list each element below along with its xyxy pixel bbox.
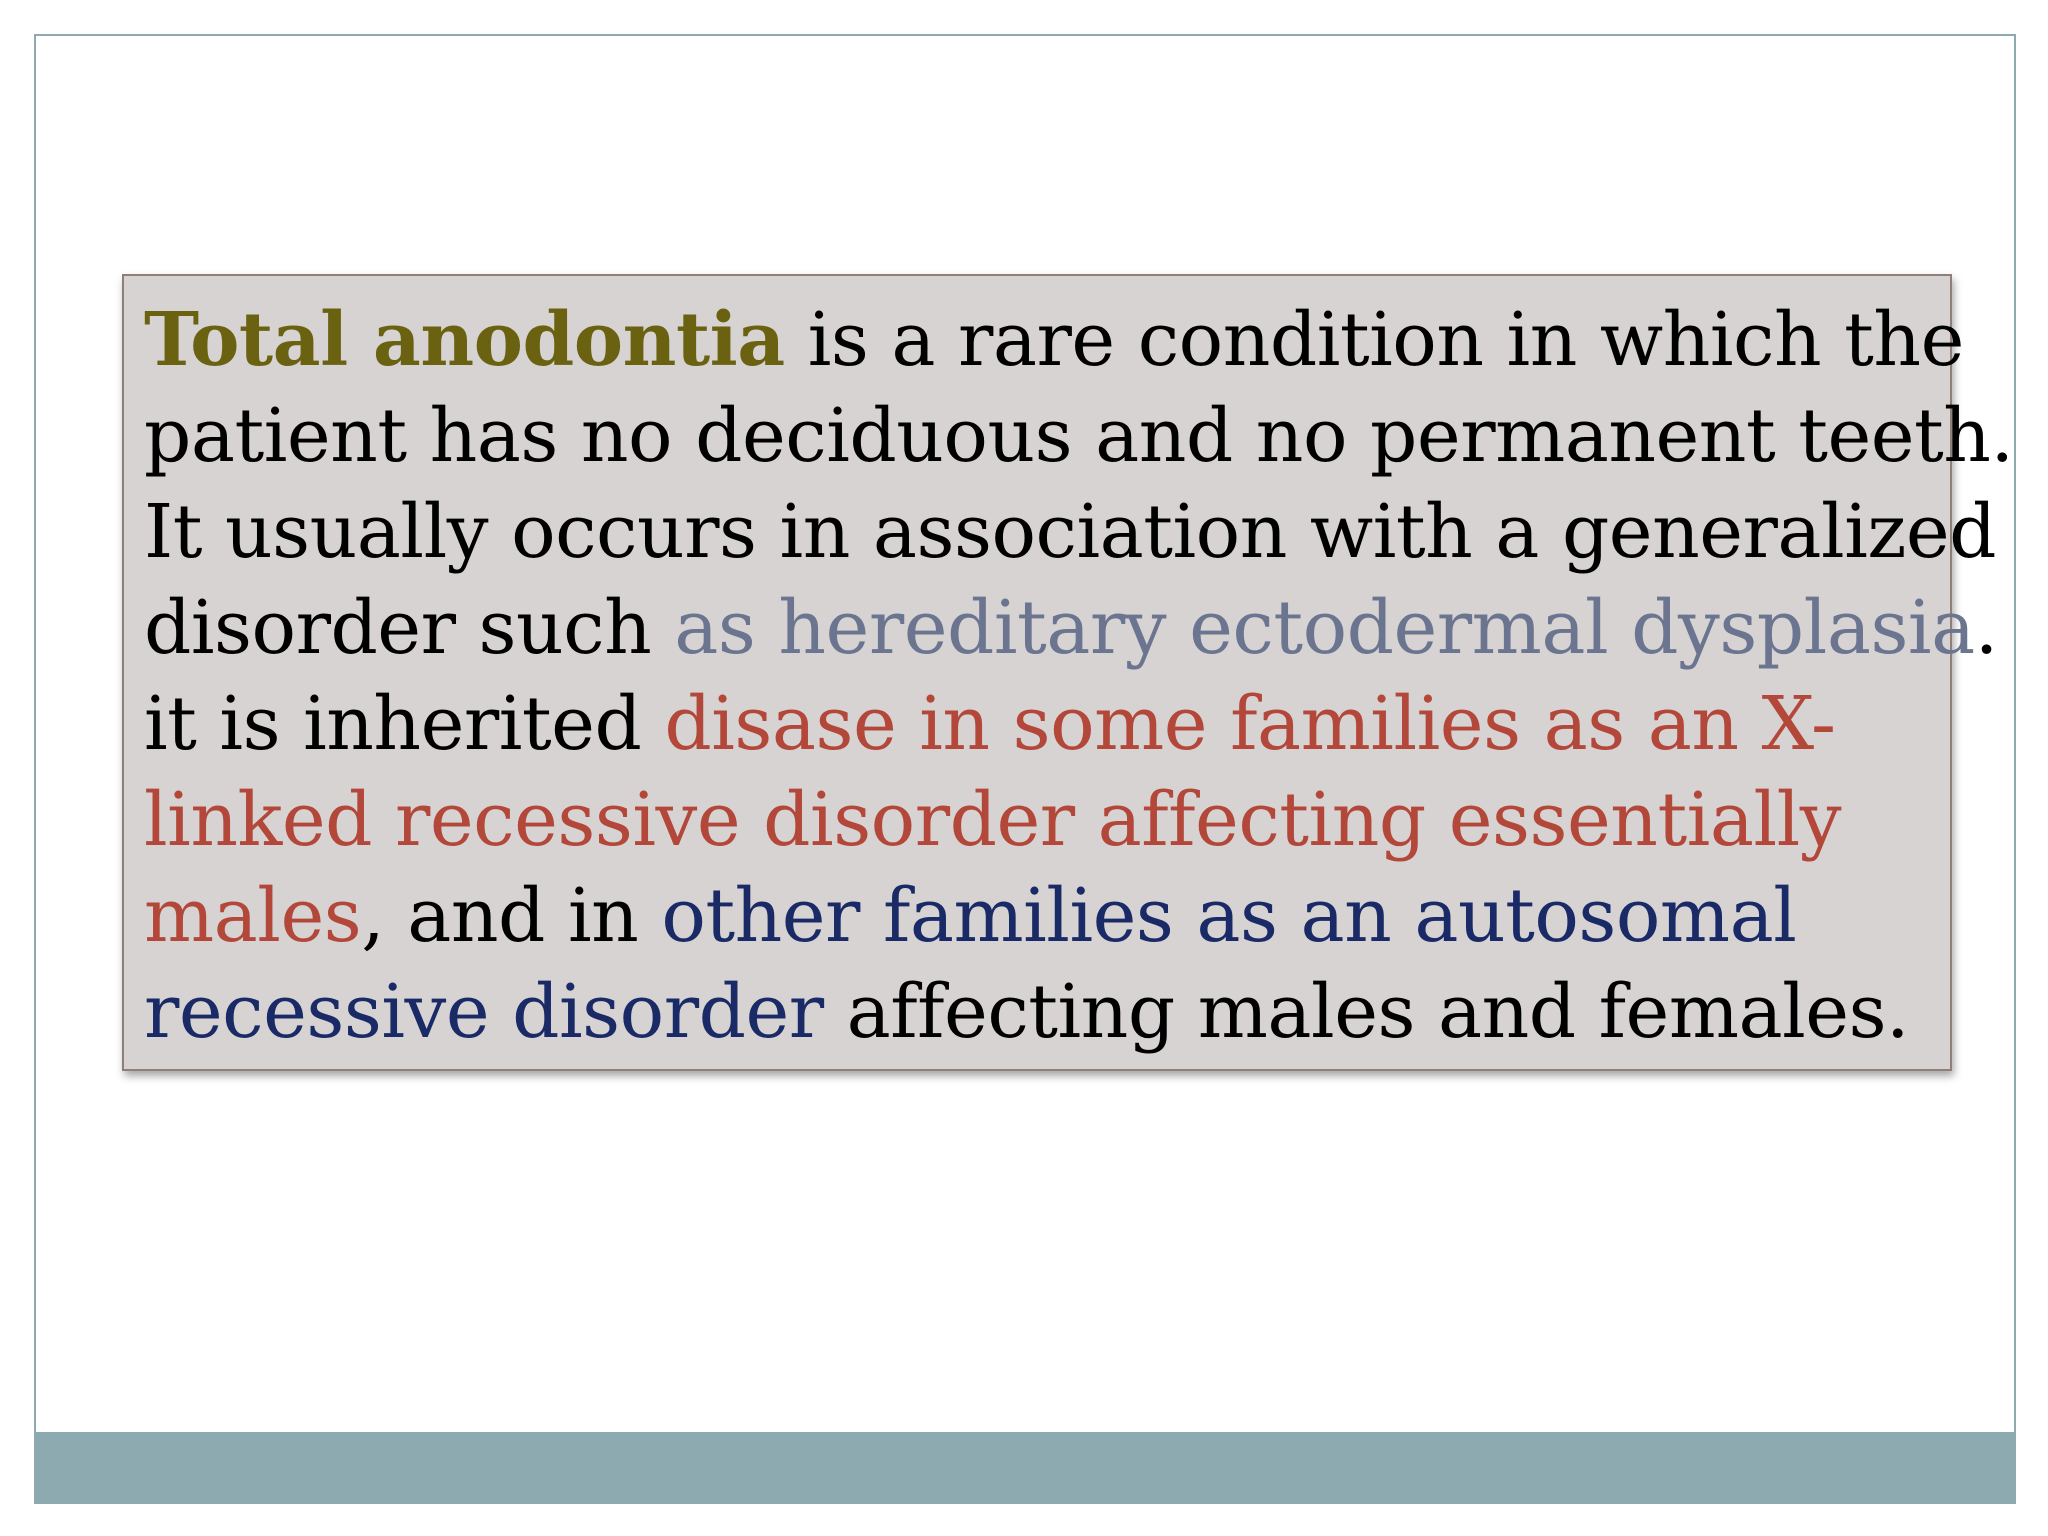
text-segment: It usually occurs in association with a generalized bbox=[144, 489, 1997, 575]
text-line-2 bbox=[144, 388, 2014, 484]
highlight-autosomal: recessive disorder bbox=[144, 969, 824, 1055]
highlight-dysplasia: as hereditary ectodermal dysplasia bbox=[674, 585, 1975, 671]
definition-text-box bbox=[122, 274, 2014, 1071]
text-line-7 bbox=[144, 868, 1930, 964]
text-segment: disorder such bbox=[144, 585, 675, 671]
text-line-6 bbox=[144, 772, 1930, 868]
text-line-8 bbox=[144, 964, 1930, 1060]
slide bbox=[34, 34, 2016, 1504]
text-line-4 bbox=[144, 580, 1998, 676]
text-line-3 bbox=[144, 484, 1997, 580]
highlight-x-linked: linked recessive disorder affecting essentially bbox=[144, 777, 1842, 863]
text-segment: it is inherited bbox=[144, 681, 665, 767]
highlight-x-linked: males bbox=[144, 873, 362, 959]
text-segment: patient has no deciduous and no permanent teeth. bbox=[144, 393, 2014, 479]
text-segment: affecting males and females. bbox=[823, 969, 1910, 1055]
text-segment: . bbox=[1974, 585, 1998, 671]
text-line-5 bbox=[144, 676, 1930, 772]
definition-paragraph bbox=[144, 292, 2014, 1060]
highlight-x-linked: disase in some families as an X- bbox=[664, 681, 1836, 767]
text-segment: is a rare condition in which the bbox=[784, 297, 1964, 383]
term-total-anodontia: Total anodontia bbox=[144, 297, 785, 383]
footer-bar bbox=[36, 1432, 2014, 1502]
text-segment: , and in bbox=[361, 873, 662, 959]
text-line-1 bbox=[144, 292, 1964, 388]
highlight-autosomal: other families as an autosomal bbox=[661, 873, 1797, 959]
